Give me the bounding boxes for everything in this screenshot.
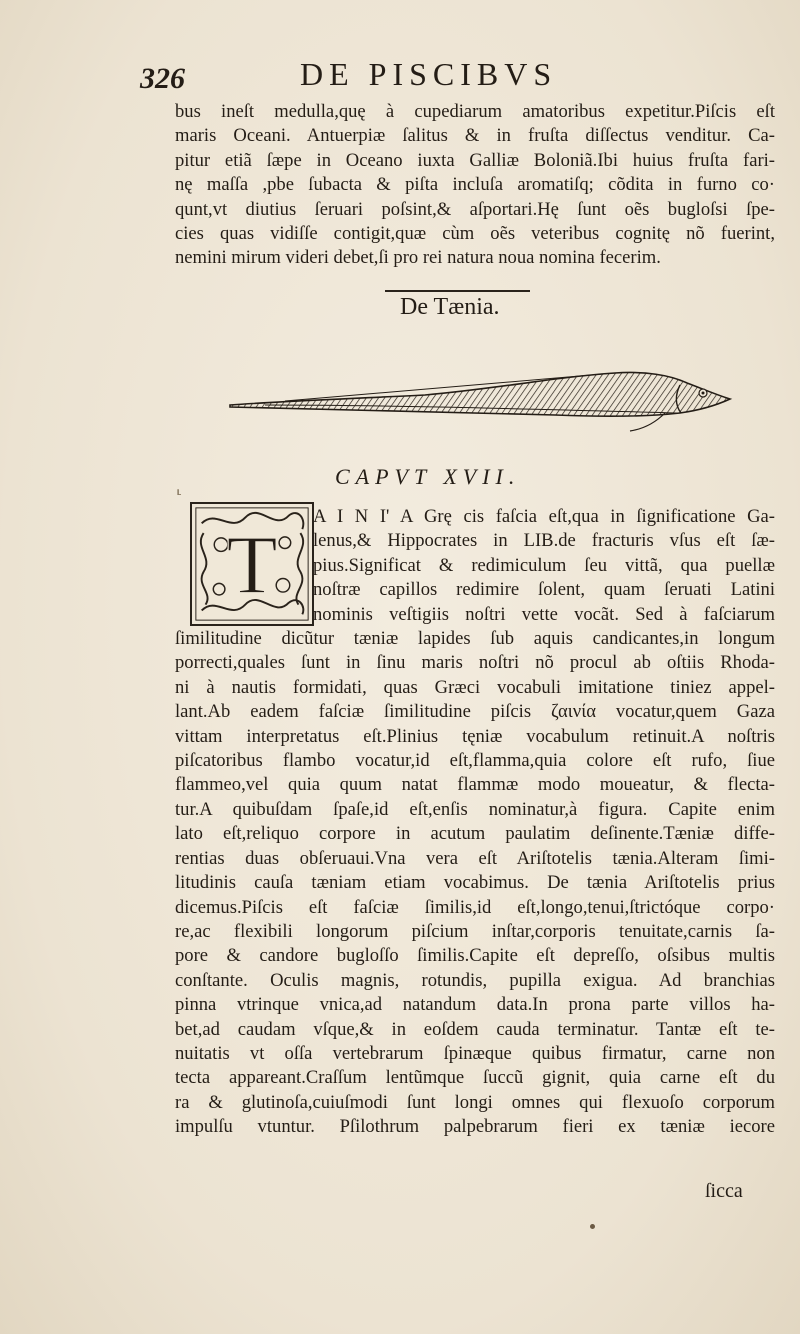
text-line: pitur etiã ſæpe in Oceano iuxta Galliæ Boloniã.Ibi huius fruſta fari- [175,149,775,171]
text-line: litudinis cauſa tæniam etiam vocabimus. De tænia Ariſtotelis prius [175,872,775,894]
running-head: DE PISCIBVS [300,56,558,92]
text-line: tur.A quibuſdam ſpaſe,id eſt,enſis nominatur,à figura. Capite enim [175,798,775,820]
text-line: impulſu vtuntur. Pſilothrum palpebrarum fieri ex tæniæ iecore [175,1116,775,1138]
text-line: porrecti,quales ſunt in ſinu maris noſtri nõ procul ab oſtiis Rhoda- [175,652,775,674]
margin-mark: ⸤ [176,478,183,497]
initial-letter: T [226,520,278,613]
taenia-fish-icon [225,355,740,435]
chapter-paragraph [175,505,775,1140]
text-line: ni à nautis formidati, quas Græci vocabuli imitatione tiniez appel- [175,676,775,698]
text-line: qunt,vt diutius ſeruari poſsint,& aſportari.Hę ſunt oẽs bugloſsi ſpe- [175,198,775,220]
text-line: piſcatoribus flambo vocatur,id eſt,flamma,quia colore eſt rufo, ſiue [175,750,775,772]
text-line: lenus,& Hippocrates in LIB.de fracturis vſus eſt ſæ- [313,530,775,552]
section-title: De Tænia. [400,294,500,320]
text-line: conſtante. Oculis magnis, rotundis, pupilla exigua. Ad branchias [175,969,775,991]
section-rule [385,290,530,292]
text-line: nę maſſa ,pbe ſubacta & piſta incluſa aromatiſq; cõdita in furno co· [175,174,775,196]
text-line: lant.Ab eadem faſciæ ſimilitudine piſcis ζαινία vocatur,quem Gaza [175,701,775,723]
signature-mark [590,1224,595,1229]
text-line: noſtræ capillos redimire ſolent, quam ſeruati Latini [313,579,775,601]
text-line: nemini mirum videri debet,ſi pro rei natura noua nomina fecerim. [175,247,661,269]
text-line: maris Oceani. Antuerpiæ ſalitus & in fruſta diſſectus venditur. Ca- [175,125,775,147]
text-line: ra & glutinoſa,cuiuſmodi ſunt longi omnes qui flexuoſo corporum [175,1091,775,1113]
chapter-heading: CAPVT XVII. [335,464,521,489]
page-number: 326 [140,62,185,95]
text-line: ſimilitudine dicũtur tæniæ lapides ſub aquis candicantes,in longum [175,628,775,650]
page-header [140,56,780,100]
text-line: pinna vtrinque vnica,ad natandum data.In prona parte villos ha- [175,994,775,1016]
text-line: nuitatis vt oſſa vertebrarum ſpinæque quibus firmatur, carne non [175,1042,775,1064]
text-line: bus ineſt medulla,quę à cupediarum amatoribus expetitur.Piſcis eſt [175,101,775,122]
text-line: rentias duas obſeruaui.Vna vera eſt Ariſtotelis tænia.Alteram ſimi- [175,847,775,869]
catchword: ſicca [705,1180,743,1202]
text-line: flammeo,vel quia quum natat flammæ modo moueatur, & flecta- [175,774,775,796]
text-line: pius.Significat & redimiculum ſeu vittã, qua puellæ [313,554,775,576]
text-line: pore & candore bugloſſo ſimilis.Capite eſt depreſſo, oſsibus multis [175,945,775,967]
text-line: cies quas vidiſſe contigit,quæ cùm oẽs veteribus cognitę nõ fuerint, [175,223,775,245]
text-line: nominis veſtigiis noſtri vette vocãt. Sed à faſciarum [313,603,775,625]
text-line: tecta appareant.Craſſum lentũmque ſuccũ gignit, quia carne eſt du [175,1067,775,1089]
text-line: vittam interpretatus eſt.Plinius tęniæ vocabulum retinuit.A noſtris [175,725,775,747]
text-line: A I N I' A Grę cis faſcia eſt,qua in ſignificatione Ga- [313,506,775,527]
text-line: lato eſt,reliquo corpore in acutum paulatim deſinente.Tæniæ diffe- [175,823,775,845]
text-line: dicemus.Piſcis eſt faſciæ ſimilis,id eſt,longo,tenui,ſtrictóque corpo· [175,896,775,918]
text-line: re,ac flexibili longorum piſcium inſtar,corporis tenuitate,carnis ſa- [175,920,775,942]
fish-illustration [225,355,740,435]
top-paragraph [175,100,775,271]
text-line: bet,ad caudam vſque,& in eoſdem cauda terminatur. Tantæ eſt te- [175,1018,775,1040]
